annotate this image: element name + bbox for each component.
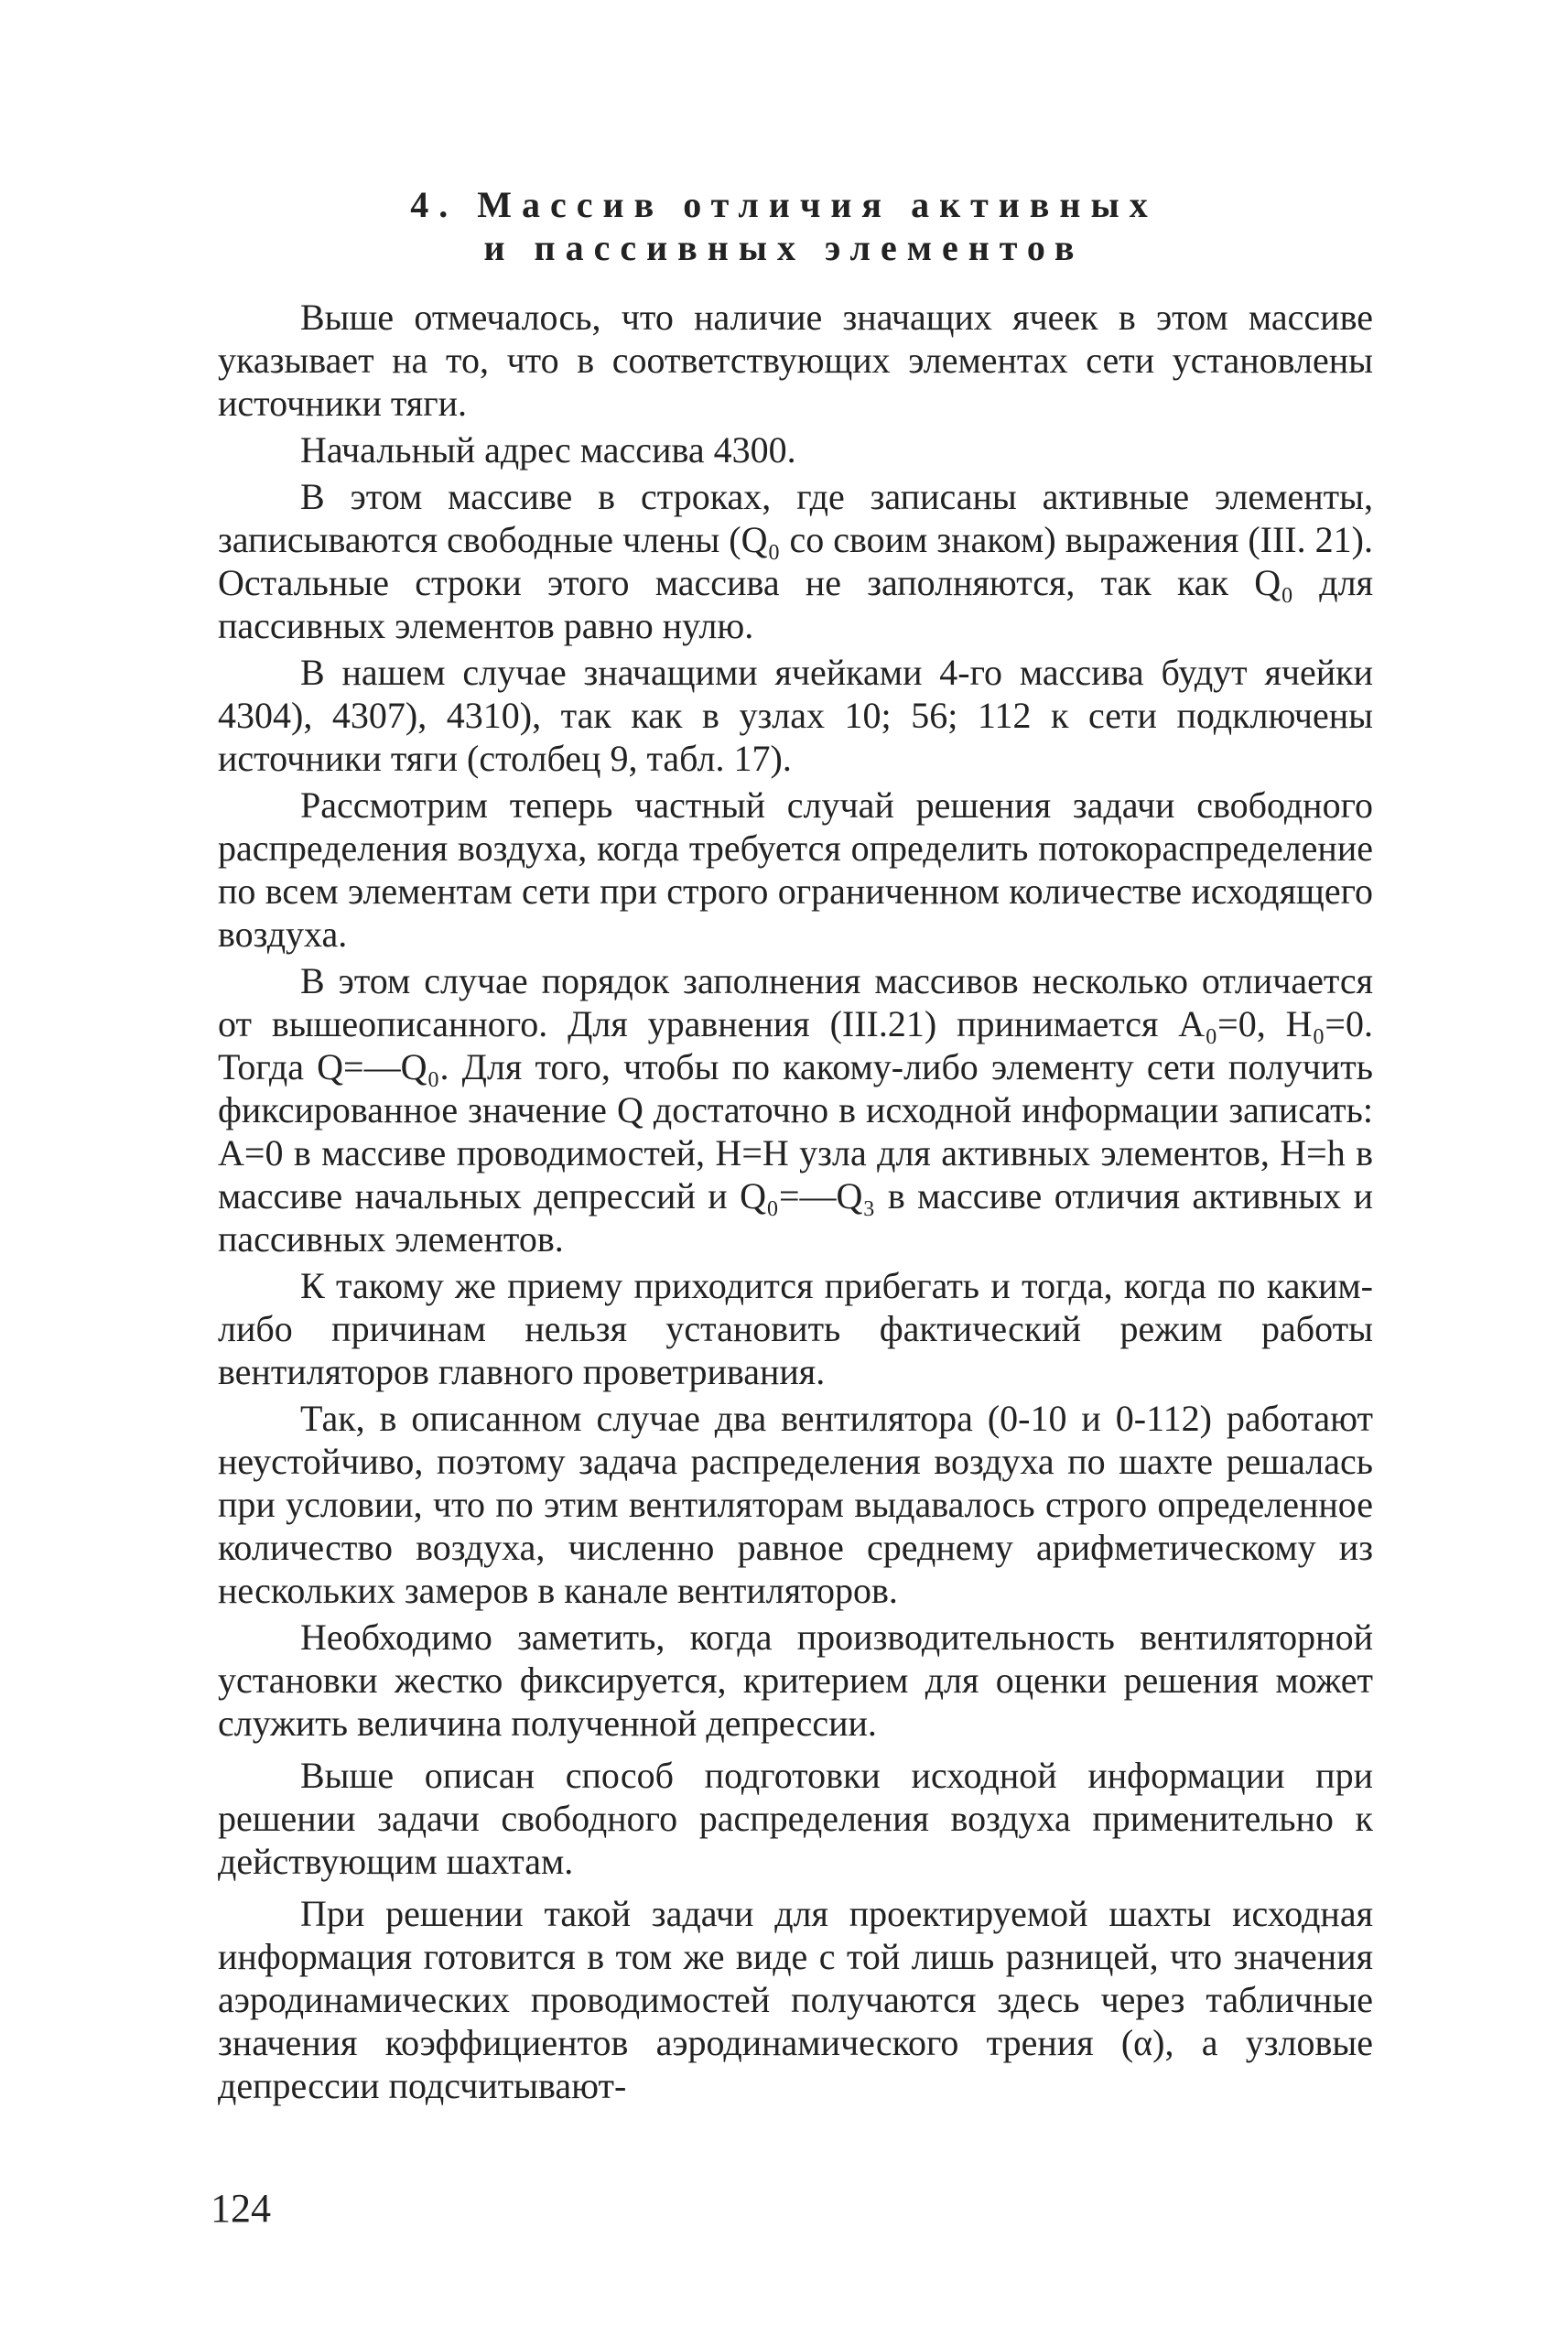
- body-text: [218, 296, 1373, 2111]
- paragraph: В этом массиве в строках, где записаны активные элементы, записываются свободные члены (Q₀ со своим знаком) выражения (III. 21). Остальные строки этого массива не заполняются, так как Q₀ для пассивных элементов равно нулю.: [218, 476, 1373, 646]
- paragraph: В этом случае порядок заполнения массивов несколько отличается от вышеописанного. Для уравнения (III.21) принимается A₀=0, H₀=0. Тогда Q=—Q₀. Для того, чтобы по какому-либо элементу сети получить фиксированное значение Q достаточно в исходной информации записать: A=0 в массиве проводимостей, H=H узла для активных элементов, H=h в массиве начальных депрессий и Q₀=—Q₃ в массиве отличия активных и пассивных элементов.: [218, 960, 1373, 1260]
- paragraph: Рассмотрим теперь частный случай решения задачи свободного распределения воздуха, когда требуется определить потокораспределение по всем элементам сети при строго ограниченном количестве исходящего воздуха.: [218, 784, 1373, 955]
- paragraph: К такому же приему приходится прибегать и тогда, когда по каким-либо причинам нельзя установить фактический режим работы вентиляторов главного проветривания.: [218, 1265, 1373, 1392]
- paragraph: Начальный адрес массива 4300.: [300, 429, 796, 470]
- section-heading-line-1: 4. Массив отличия активных: [410, 184, 1158, 225]
- section-heading-line-2: и пассивных элементов: [483, 227, 1085, 268]
- page-number: 124: [211, 2186, 271, 2231]
- paragraph: Необходимо заметить, когда производительность вентиляторной установки жестко фиксируется, критерием для оценки решения может служить величина полученной депрессии.: [218, 1617, 1373, 1744]
- paragraph: Так, в описанном случае два вентилятора (0-10 и 0-112) работают неустойчиво, поэтому задача распределения воздуха по шахте решалась при условии, что по этим вентиляторам выдавалось строго определенное количество воздуха, численно равное среднему арифметическому из нескольких замеров в канале вентиляторов.: [218, 1398, 1373, 1611]
- paragraph: При решении такой задачи для проектируемой шахты исходная информация готовится в том же виде с той лишь разницей, что значения аэродинамических проводимостей получаются здесь через табличные значения коэффициентов аэродинамического трения (α), а узловые депрессии подсчитывают-: [218, 1893, 1373, 2106]
- paragraph: Выше описан способ подготовки исходной информации при решении задачи свободного распределения воздуха применительно к действующим шахтам.: [218, 1755, 1373, 1882]
- paragraph: Выше отмечалось, что наличие значащих ячеек в этом массиве указывает на то, что в соответствующих элементах сети установлены источники тяги.: [218, 297, 1373, 424]
- paragraph: В нашем случае значащими ячейками 4-го массива будут ячейки 4304), 4307), 4310), так как в узлах 10; 56; 112 к сети подключены источники тяги (столбец 9, табл. 17).: [218, 652, 1373, 779]
